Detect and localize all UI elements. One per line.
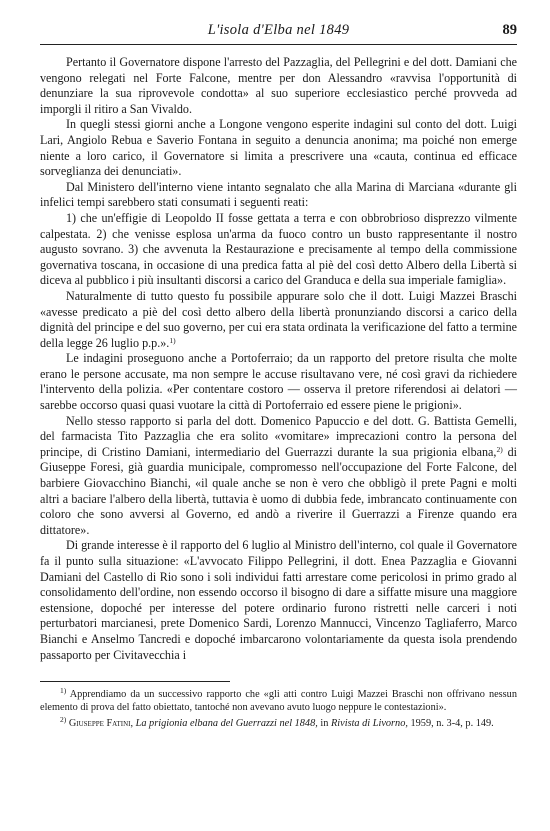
footnote-2-journal: Rivista di Livorno,: [330, 717, 408, 729]
body-text: [40, 55, 517, 663]
footnote-2-title: La prigionia elbana del Guerrazzi nel 1848,: [135, 717, 318, 729]
paragraph-2: In quegli stessi giorni anche a Longone vengono esperite indagini sul conto del dott. Luigi Lari, Angiolo Rebua e Saverio Fontana in seguito a denuncia anonima; ma poiché non emerge niente a loro carico, il Governatore si limita a prescrivere una «cauta, continua ed efficace sorveglianza dei denunciati».: [40, 117, 517, 179]
footnotes: [40, 688, 517, 730]
paragraph-5-text: Naturalmente di tutto questo fu possibile appurare solo che il dott. Luigi Mazzei Braschi «avesse predicato a piè del così detto albero della libertà pronunziando discorsi a carico della dignità del principe e del suo governo, per cui era stata ordinata la verificazione del fatto a termine della legge 26 luglio p.p.».: [40, 288, 517, 350]
footnote-2: [40, 714, 517, 730]
paragraph-5: [40, 289, 517, 351]
paragraph-1: Pertanto il Governatore dispone l'arresto del Pazzaglia, del Pellegrini e del dott. Damiani che vengono relegati nel Forte Falcone, mentre per don Alessandro «ravvisa l'opportunità di denunziare la sua riprovevole condotta» al suo superiore ecclesiastico perché provveda ad imporgli il ritiro a San Vivaldo.: [40, 55, 517, 116]
page-number: 89: [502, 22, 517, 38]
running-title: L'isola d'Elba nel 1849: [207, 22, 350, 38]
footnote-1-mark: 1): [60, 686, 67, 696]
paragraph-8: Di grande interesse è il rapporto del 6 luglio al Ministro dell'interno, col quale il Governatore fa il punto sulla situazione: «L'avvocato Filippo Pellegrini, il dott. Enea Pazzaglia e Giovanni Damiani del Castello di Rio sono i soli individui fatti arrestare come pericolosi in primo grado al consolidamento dell'ordine, non essendo occorso il bisogno di dare a siffatte misure una maggiore estensione, dopoché per interesse del potere ordinario furono ristretti nelle carceri i noti perturbatori marcianesi, prete Domenico Sardi, Lorenzo Mannucci, Vincenzo Tagliaferro, Marco Bianchi e Anselmo Tancredi e dopoché imbarcarono volontariamente da questa isola prendendo passaporto per Civitavecchia i: [40, 538, 517, 662]
paragraph-7-text-b: di Giuseppe Foresi, già guardia municipale, compromesso nell'occupazione del Forte Falcone, del barbiere Giovacchino Bianchi, «il quale anche se non è vero che obbligò il prete Pagni e molti altri a baciare l'albero della libertà, tuttavia è uomo di dubbia fede, imbrancato continuamente con coloro che sono avversi al Governo, ed andò a riverire il Guerrazzi a Firenze quando era dittatore».: [40, 444, 517, 537]
footnote-1: [40, 688, 517, 714]
running-head: [40, 22, 517, 45]
footnote-1-text: Apprendiamo da un successivo rapporto che «gli atti contro Luigi Mazzei Braschi non offrivano nessun elemento di prova del fatto obiettato, tantoché non avevano avuto luogo neppure le contestazioni».: [40, 689, 517, 714]
footnote-2-rest: 1959, n. 3-4, p. 149.: [407, 717, 494, 729]
paragraph-6: Le indagini proseguono anche a Portoferraio; da un rapporto del pretore risulta che molte erano le persone accusate, ma non sempre le accuse risultavano vere, né così gravi da richiedere l'intervento della polizia. «Per contentare costoro — osserva il pretore riferendosi ai delatori — sarebbe occorso quasi quasi vuotare la città di Portoferraio ed essere piene le prigioni».: [40, 351, 517, 413]
footnote-separator: [40, 681, 230, 682]
footnote-2-author: Giuseppe Fatini,: [68, 717, 134, 729]
paragraph-7: [40, 414, 517, 539]
footnote-ref-2: 2): [496, 444, 503, 454]
paragraph-7-text-a: Nello stesso rapporto si parla del dott. Domenico Papuccio e del dott. G. Battista Gemelli, del farmacista Tito Pazzaglia che era solito «vomitare» imprecazioni contro la persona del principe, di Cristino Damiani, intermediario del Guerrazzi durante la sua prigionia elbana,: [40, 413, 517, 459]
footnote-2-in: in: [317, 717, 331, 729]
footnote-2-mark: 2): [60, 714, 67, 724]
paragraph-3: Dal Ministero dell'interno viene intanto segnalato che alla Marina di Marciana «durante gli infelici tempi sarebbero stati consumati i seguenti reati:: [40, 179, 517, 210]
paragraph-4: 1) che un'effigie di Leopoldo II fosse gettata a terra e con obbrobrioso disprezzo vilmente calpestata. 2) che venisse esplosa un'arma da fuoco contro un busto rappresentante il nostro augusto sovrano. 3) che avvenuta la Restaurazione e precisamente al tempo della commissione governativa toscana, in occasione di una predica fatta al piè del così detto Albero della Libertà si diceva al pubblico i più insultanti discorsi a carico del Granduca e della sua imperiale famiglia».: [40, 210, 517, 288]
footnote-ref-1: 1): [169, 335, 176, 345]
